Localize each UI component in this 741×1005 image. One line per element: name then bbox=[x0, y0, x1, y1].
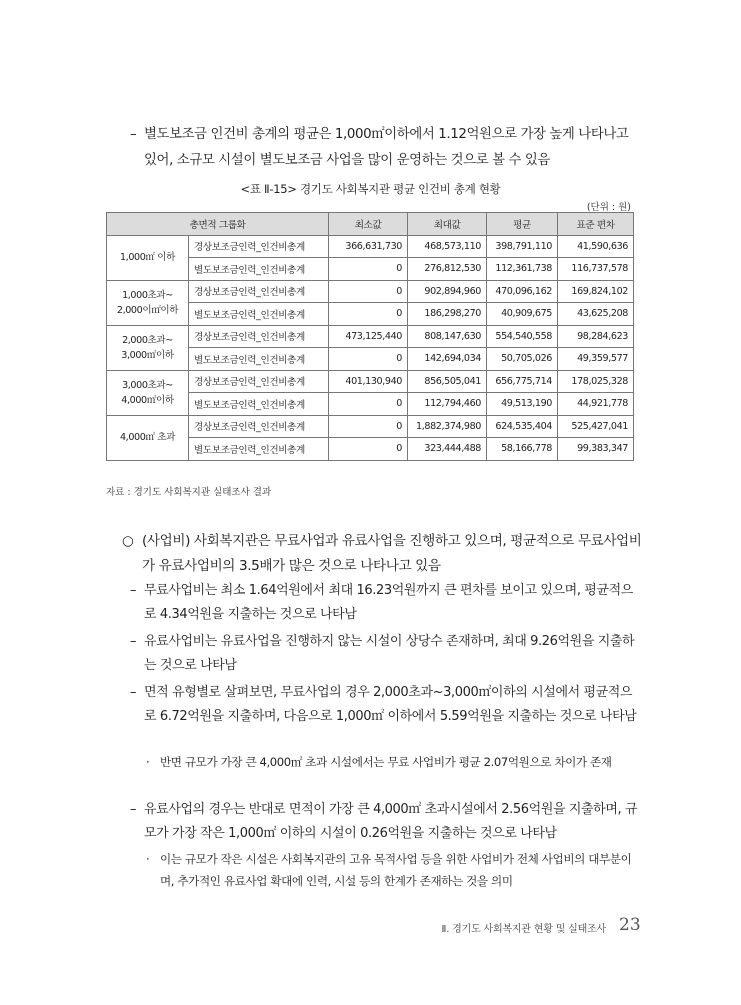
cell-min: 401,130,940 bbox=[329, 370, 408, 393]
intro-paragraph bbox=[130, 122, 640, 174]
list-item bbox=[146, 751, 640, 773]
cell-sd: 178,025,328 bbox=[558, 370, 634, 393]
cell-min: 0 bbox=[329, 280, 408, 303]
item-text: 이는 규모가 작은 시설은 사회복지관의 고유 목적사업 등을 위한 사업비가 전체 사업비의 대부분이며, 추가적인 유료사업 확대에 인력, 시설 등의 한계가 존재하는 것을 의미 bbox=[160, 852, 632, 888]
cell-avg: 470,096,162 bbox=[487, 280, 558, 303]
group-label: 1,000초과~ 2,000이㎡이하 bbox=[107, 280, 189, 325]
group-label: 1,000㎡ 이하 bbox=[107, 235, 189, 280]
table-row bbox=[107, 280, 634, 303]
page-number: 23 bbox=[619, 915, 641, 935]
list-item bbox=[146, 848, 640, 892]
table-row bbox=[107, 325, 634, 348]
cell-min: 0 bbox=[329, 303, 408, 326]
cell-avg: 624,535,404 bbox=[487, 415, 558, 438]
cell-avg: 49,513,190 bbox=[487, 393, 558, 416]
dash-mark: – bbox=[130, 802, 137, 817]
dash-mark: – bbox=[130, 127, 137, 142]
item-text: 무료사업비는 최소 1.64억원에서 최대 16.23억원까지 큰 편차를 보이고 있으며, 평균적으로 4.34억원을 지출하는 것으로 나타남 bbox=[144, 583, 633, 622]
main-text: (사업비) 사회복지관은 무료사업과 유료사업을 진행하고 있으며, 평균적으로 무료사업비가 유료사업비의 3.5배가 많은 것으로 나타나고 있음 bbox=[142, 533, 642, 574]
cell-min: 0 bbox=[329, 415, 408, 438]
cell-sd: 169,824,102 bbox=[558, 280, 634, 303]
table-row bbox=[107, 415, 634, 438]
dash-mark: – bbox=[130, 583, 137, 598]
cell-sd: 44,921,778 bbox=[558, 393, 634, 416]
cell-max: 323,444,488 bbox=[408, 438, 487, 461]
dash-mark: – bbox=[130, 634, 137, 649]
cell-min: 0 bbox=[329, 258, 408, 281]
cell-max: 468,573,110 bbox=[408, 235, 487, 258]
dot-mark: · bbox=[146, 755, 150, 769]
header-max: 최대값 bbox=[408, 213, 487, 236]
cell-avg: 50,705,026 bbox=[487, 348, 558, 371]
cell-max: 112,794,460 bbox=[408, 393, 487, 416]
row-label: 경상보조금인력_인건비총계 bbox=[189, 235, 329, 258]
row-label: 경상보조금인력_인건비총계 bbox=[189, 325, 329, 348]
header-area-group: 총면적 그룹화 bbox=[107, 213, 329, 236]
cell-max: 856,505,041 bbox=[408, 370, 487, 393]
cell-avg: 40,909,675 bbox=[487, 303, 558, 326]
row-label: 별도보조금인력_인건비총계 bbox=[189, 393, 329, 416]
cell-avg: 656,775,714 bbox=[487, 370, 558, 393]
cell-sd: 98,284,623 bbox=[558, 325, 634, 348]
group-label: 4,000㎡ 초과 bbox=[107, 415, 189, 460]
cell-sd: 43,625,208 bbox=[558, 303, 634, 326]
dash-mark: – bbox=[130, 685, 137, 700]
cell-max: 902,894,960 bbox=[408, 280, 487, 303]
cell-max: 276,812,530 bbox=[408, 258, 487, 281]
cell-min: 473,125,440 bbox=[329, 325, 408, 348]
intro-text: 별도보조금 인건비 총계의 평균은 1,000㎡이하에서 1.12억원으로 가장 높게 나타나고 있어, 소규모 시설이 별도보조금 사업을 많이 운영하는 것으로 볼 수 있음 bbox=[144, 127, 629, 168]
list-item bbox=[130, 681, 640, 729]
cell-max: 808,147,630 bbox=[408, 325, 487, 348]
table-row bbox=[107, 235, 634, 258]
circle-mark: ○ bbox=[122, 533, 134, 549]
item-text: 반면 규모가 가장 큰 4,000㎡ 초과 시설에서는 무료 사업비가 평균 2.07억원으로 차이가 존재 bbox=[160, 755, 612, 769]
cell-max: 142,694,034 bbox=[408, 348, 487, 371]
footer-chapter: Ⅱ. 경기도 사회복지관 현황 및 실태조사 bbox=[441, 924, 606, 935]
row-label: 경상보조금인력_인건비총계 bbox=[189, 280, 329, 303]
row-label: 별도보조금인력_인건비총계 bbox=[189, 258, 329, 281]
item-text: 유료사업의 경우는 반대로 면적이 가장 큰 4,000㎡ 초과시설에서 2.56억원을 지출하며, 규모가 가장 작은 1,000㎡ 이하의 시설이 0.26억원을 지출하는 것으로 나타남 bbox=[144, 802, 638, 841]
stats-table bbox=[106, 212, 634, 461]
row-label: 별도보조금인력_인건비총계 bbox=[189, 348, 329, 371]
row-label: 별도보조금인력_인건비총계 bbox=[189, 438, 329, 461]
list-item bbox=[130, 579, 640, 627]
group-label: 3,000초과~ 4,000㎡이하 bbox=[107, 370, 189, 415]
cell-max: 186,298,270 bbox=[408, 303, 487, 326]
cell-avg: 398,791,110 bbox=[487, 235, 558, 258]
cell-max: 1,882,374,980 bbox=[408, 415, 487, 438]
table-row bbox=[107, 370, 634, 393]
cell-sd: 525,427,041 bbox=[558, 415, 634, 438]
item-text: 면적 유형별로 살펴보면, 무료사업의 경우 2,000초과~3,000㎡이하의 시설에서 평균적으로 6.72억원을 지출하며, 다음으로 1,000㎡ 이하에서 5.59억원을 지출하는 것으로 나타남 bbox=[144, 685, 637, 724]
row-label: 경상보조금인력_인건비총계 bbox=[189, 415, 329, 438]
row-label: 별도보조금인력_인건비총계 bbox=[189, 303, 329, 326]
cell-sd: 99,383,347 bbox=[558, 438, 634, 461]
item-text: 유료사업비는 유료사업을 진행하지 않는 시설이 상당수 존재하며, 최대 9.26억원을 지출하는 것으로 나타남 bbox=[144, 634, 635, 673]
row-label: 경상보조금인력_인건비총계 bbox=[189, 370, 329, 393]
header-sd: 표준 편차 bbox=[558, 213, 634, 236]
main-paragraph bbox=[122, 529, 642, 579]
cell-min: 366,631,730 bbox=[329, 235, 408, 258]
cell-min: 0 bbox=[329, 348, 408, 371]
header-avg: 평균 bbox=[487, 213, 558, 236]
cell-sd: 49,359,577 bbox=[558, 348, 634, 371]
cell-sd: 116,737,578 bbox=[558, 258, 634, 281]
table-unit: (단위 : 원) bbox=[586, 202, 631, 213]
cell-min: 0 bbox=[329, 393, 408, 416]
header-min: 최소값 bbox=[329, 213, 408, 236]
dot-mark: · bbox=[146, 852, 150, 866]
group-label: 2,000초과~ 3,000㎡이하 bbox=[107, 325, 189, 370]
table-source: 자료 : 경기도 사회복지관 실태조사 결과 bbox=[106, 487, 272, 498]
cell-avg: 112,361,738 bbox=[487, 258, 558, 281]
cell-min: 0 bbox=[329, 438, 408, 461]
table-title: <표 Ⅱ-15> 경기도 사회복지관 평균 인건비 총계 현황 bbox=[240, 182, 501, 196]
cell-avg: 58,166,778 bbox=[487, 438, 558, 461]
cell-avg: 554,540,558 bbox=[487, 325, 558, 348]
cell-sd: 41,590,636 bbox=[558, 235, 634, 258]
list-item bbox=[130, 630, 640, 678]
list-item bbox=[130, 798, 640, 846]
table-header-row bbox=[107, 213, 634, 236]
